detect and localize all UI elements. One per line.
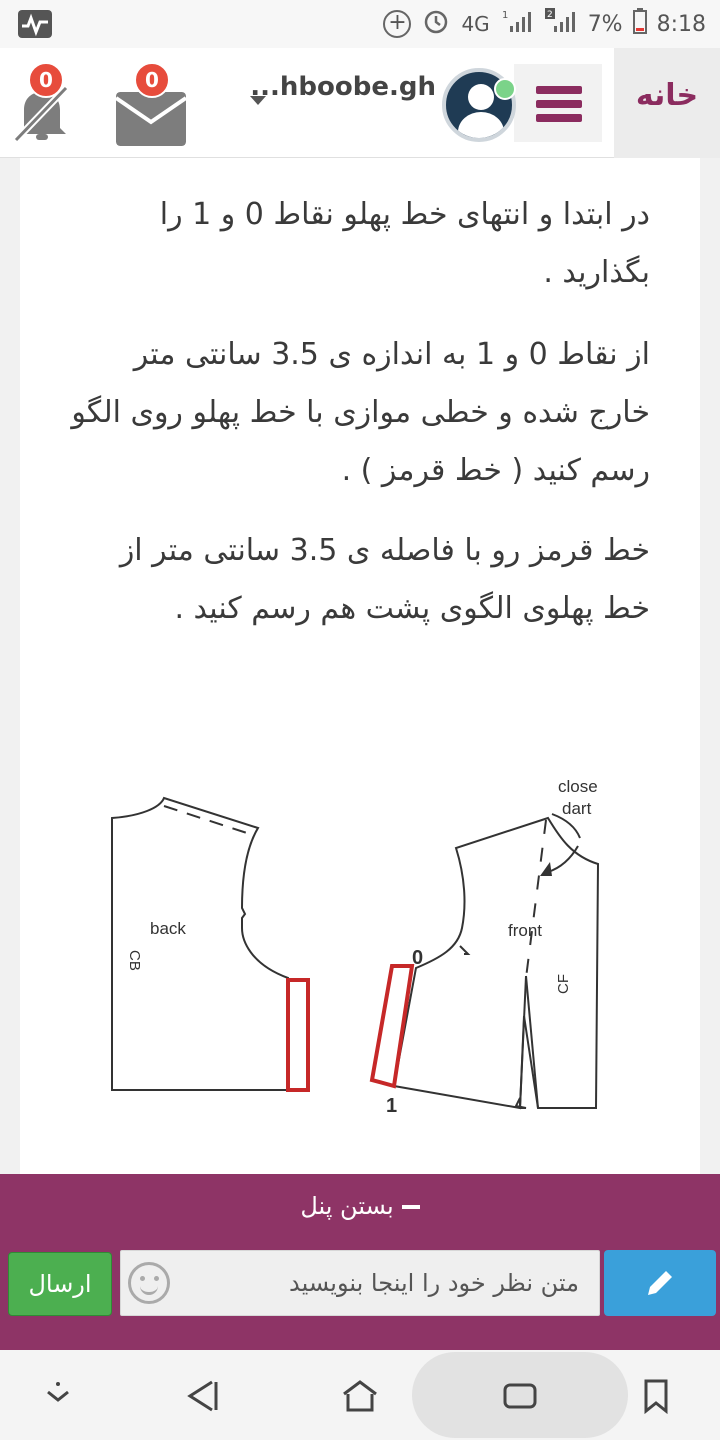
battery-percent: 7%: [587, 11, 623, 37]
pattern-diagram: [100, 768, 660, 1128]
dart-label: dart: [562, 799, 592, 818]
back-label: back: [150, 919, 186, 938]
article-paragraph: از نقاط 0 و 1 به اندازه ی 3.5 سانتی متر خارج شده و خطی موازی با خط پهلو روی الگو رسم کنید ( خط قرمز ) .: [71, 337, 650, 488]
emoji-icon[interactable]: [128, 1262, 170, 1304]
front-label: front: [508, 921, 543, 940]
cb-label: CB: [126, 950, 143, 971]
pencil-icon: [644, 1267, 676, 1299]
messages-button[interactable]: [112, 62, 192, 148]
hide-keyboard-icon[interactable]: [40, 1378, 76, 1414]
clock: 8:18: [656, 11, 706, 37]
alarm-icon: [421, 6, 451, 42]
status-bar: [0, 0, 720, 48]
battery-icon: [633, 8, 647, 40]
front-pattern: [372, 777, 598, 1117]
online-status-dot: [494, 78, 516, 100]
status-icons: [383, 8, 706, 40]
comment-panel: [0, 1174, 720, 1350]
cf-label: CF: [555, 974, 572, 994]
close-label: close: [558, 777, 598, 796]
activity-icon: [18, 10, 52, 38]
point-one-label: 1: [386, 1095, 398, 1117]
back-icon[interactable]: [184, 1378, 220, 1414]
notifications-button[interactable]: [10, 62, 82, 148]
svg-text:2: 2: [546, 10, 553, 20]
back-pattern: [112, 798, 308, 1090]
hamburger-icon-bar: [536, 100, 582, 108]
point-zero-label: 0: [412, 947, 424, 969]
bookmark-icon[interactable]: [638, 1378, 674, 1414]
mail-icon: [116, 92, 186, 146]
comment-input[interactable]: متن نظر خود را اینجا بنویسید: [120, 1250, 600, 1316]
menu-button[interactable]: [514, 64, 602, 142]
signal-icon-sim2: [544, 8, 578, 40]
article-card: [20, 158, 700, 1188]
close-panel-label: بستن پنل: [300, 1192, 394, 1220]
close-panel-button[interactable]: [0, 1192, 720, 1232]
hamburger-icon-bar: [536, 114, 582, 122]
recents-icon[interactable]: [502, 1378, 538, 1414]
username[interactable]: ...hboobe.gh: [250, 72, 436, 102]
signal-icon-sim1: [500, 8, 534, 40]
minus-icon: [402, 1205, 420, 1209]
hamburger-icon-bar: [536, 86, 582, 94]
svg-text:1: 1: [501, 10, 509, 21]
home-icon[interactable]: [342, 1378, 378, 1414]
article-paragraph: در ابتدا و انتهای خط پهلو نقاط 0 و 1 را بگذارید .: [159, 197, 650, 290]
edit-button[interactable]: [604, 1250, 716, 1316]
app-header: [0, 48, 720, 158]
system-nav-bar: [0, 1350, 720, 1440]
article-paragraph: خط قرمز رو با فاصله ی 3.5 سانتی متر از خط پهلوی الگوی پشت هم رسم کنید .: [119, 533, 650, 626]
messages-badge: 0: [134, 62, 170, 98]
send-button[interactable]: ارسال: [8, 1252, 112, 1316]
notifications-badge: 0: [28, 62, 64, 98]
chevron-down-icon[interactable]: [250, 96, 266, 105]
network-type: 4G: [461, 12, 490, 36]
data-saver-icon: +: [383, 10, 411, 38]
home-tab[interactable]: خانه: [614, 48, 720, 158]
